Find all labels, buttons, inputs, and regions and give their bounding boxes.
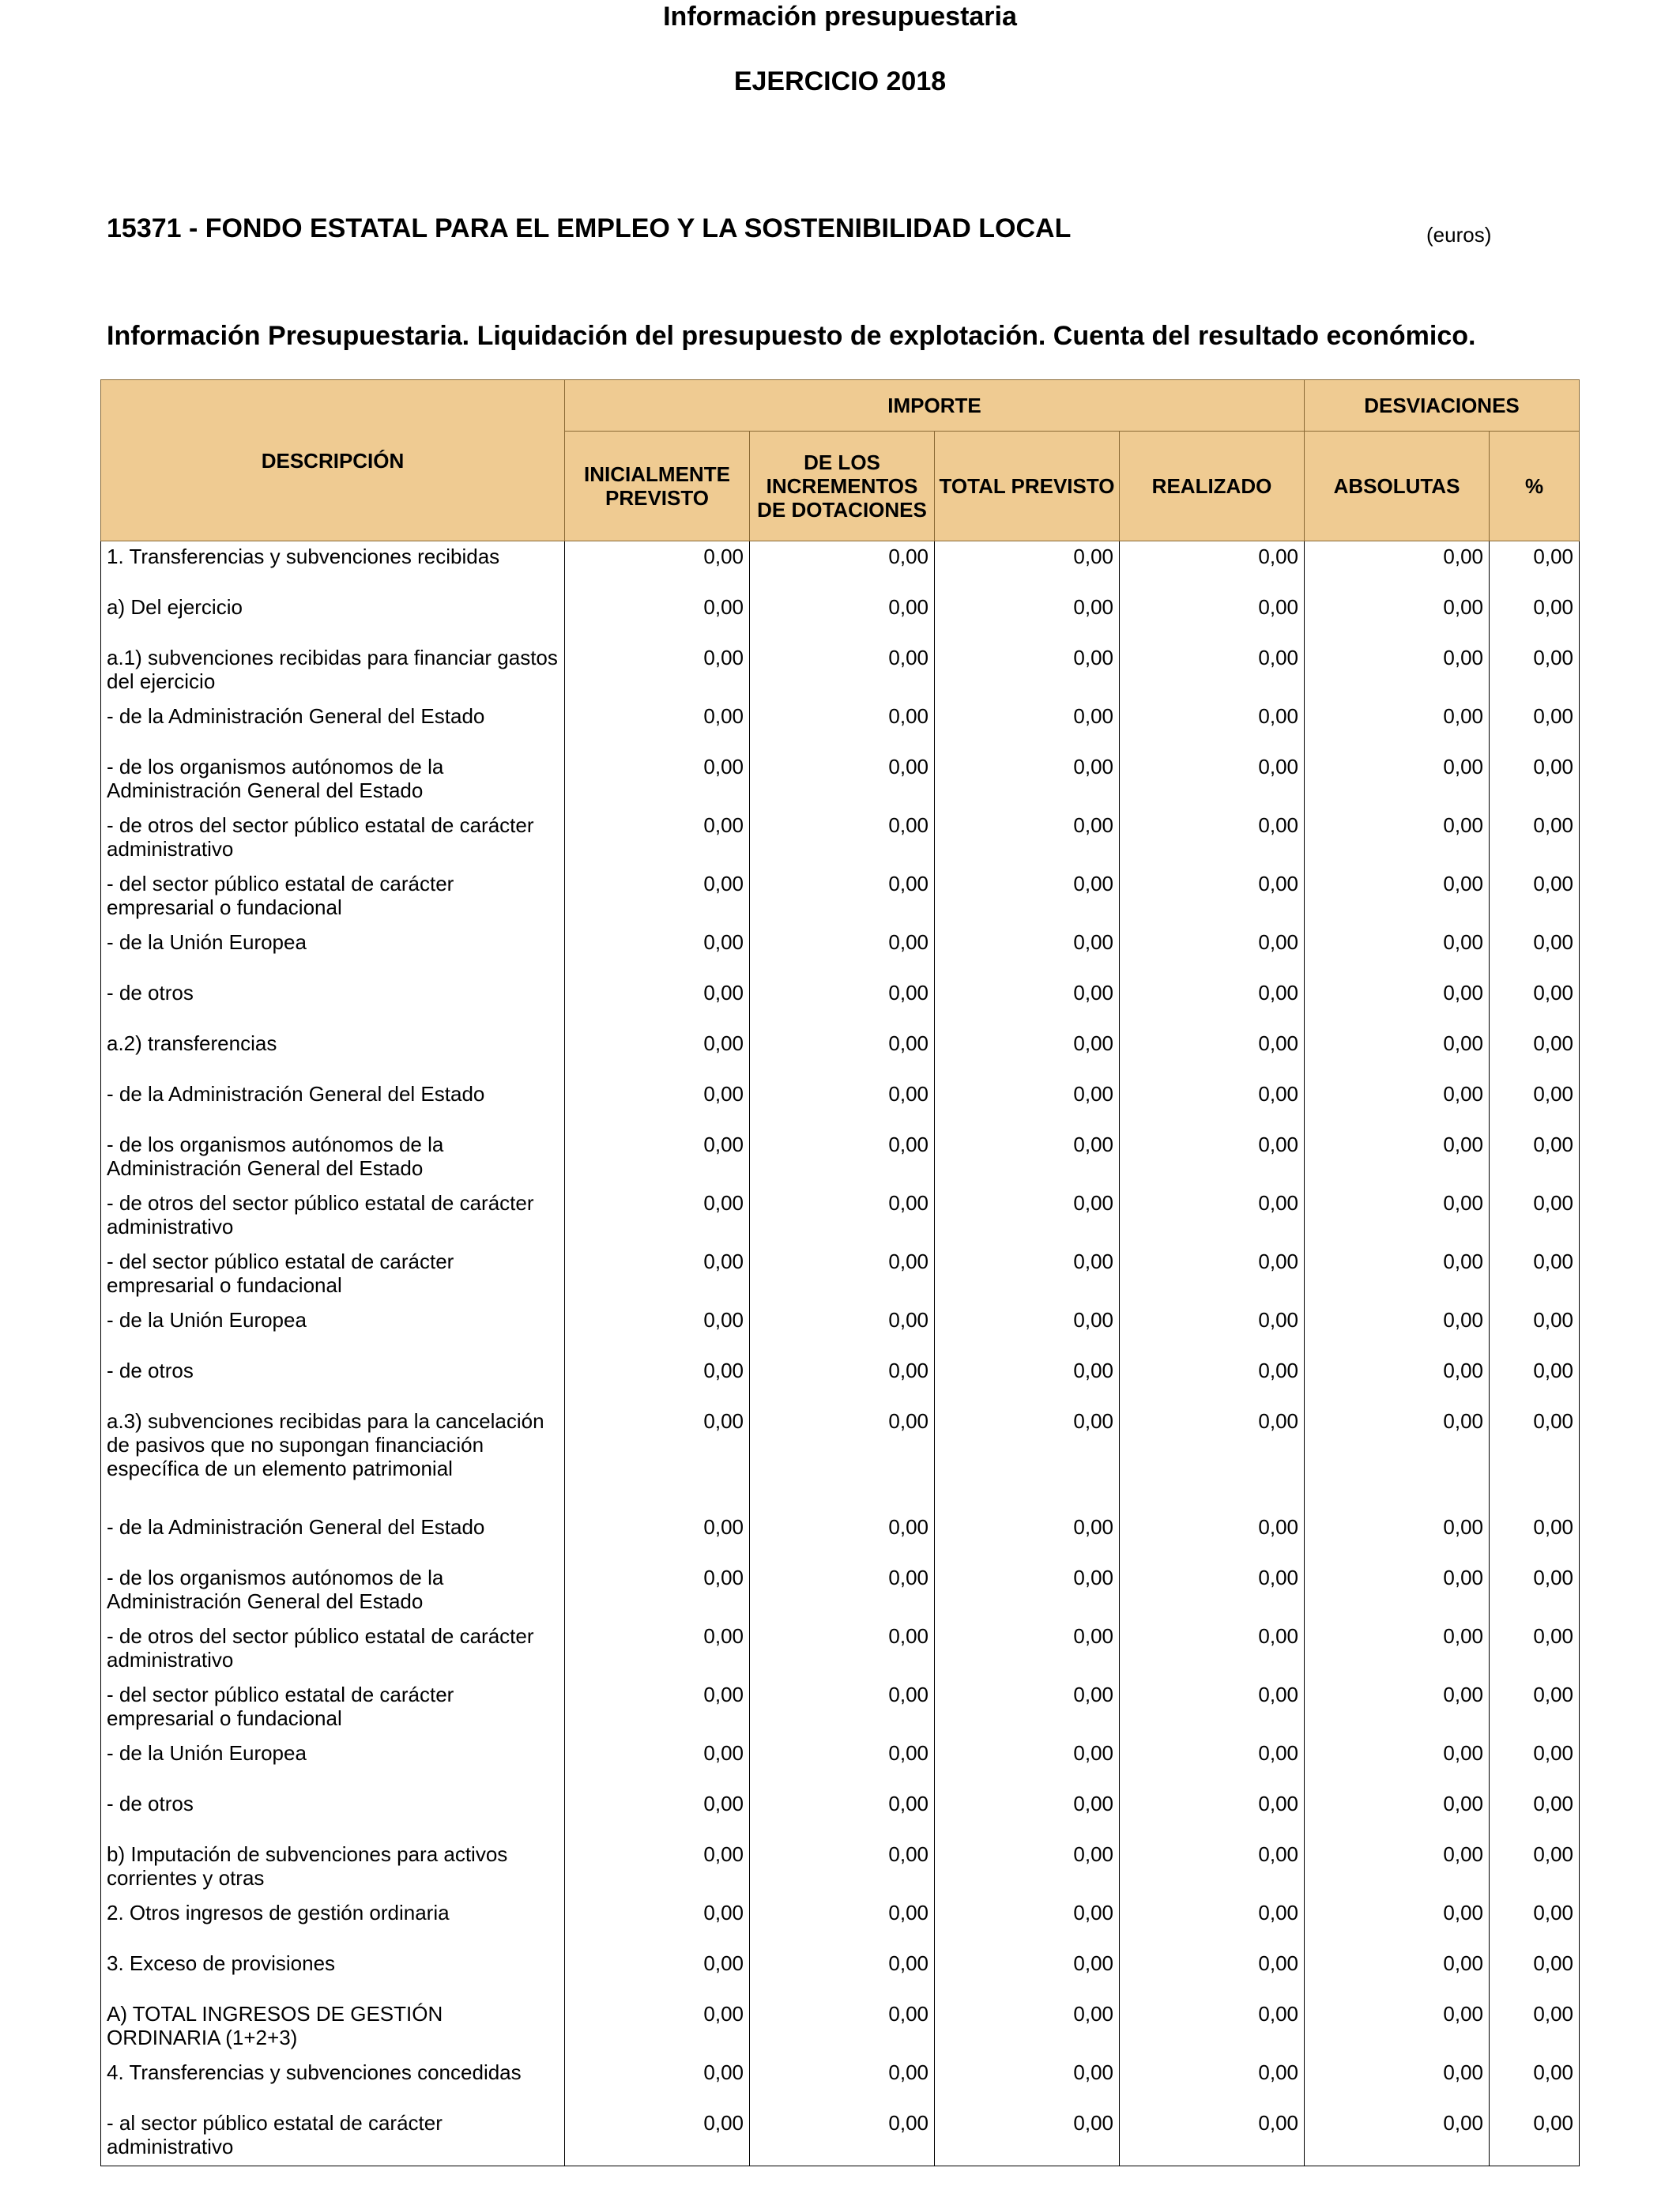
row-description: 1. Transferencias y subvenciones recibidas bbox=[101, 541, 565, 592]
row-value: 0,00 bbox=[1305, 869, 1490, 927]
row-value: 0,00 bbox=[565, 1246, 750, 1305]
row-value: 0,00 bbox=[1120, 1079, 1305, 1129]
row-value: 0,00 bbox=[565, 1679, 750, 1738]
row-value: 0,00 bbox=[1305, 701, 1490, 752]
row-value: 0,00 bbox=[1490, 978, 1580, 1028]
table-row bbox=[101, 592, 1580, 643]
row-value: 0,00 bbox=[750, 541, 935, 592]
row-value: 0,00 bbox=[1490, 1246, 1580, 1305]
row-value: 0,00 bbox=[1305, 1999, 1490, 2057]
row-description: - del sector público estatal de carácter empresarial o fundacional bbox=[101, 869, 565, 927]
row-description: 3. Exceso de provisiones bbox=[101, 1948, 565, 1999]
row-description: - del sector público estatal de carácter empresarial o fundacional bbox=[101, 1246, 565, 1305]
row-value: 0,00 bbox=[1305, 1563, 1490, 1621]
row-value: 0,00 bbox=[1490, 1512, 1580, 1563]
row-value: 0,00 bbox=[750, 869, 935, 927]
row-value: 0,00 bbox=[1490, 701, 1580, 752]
row-value: 0,00 bbox=[1120, 541, 1305, 592]
row-value: 0,00 bbox=[1490, 2108, 1580, 2166]
exercise-title: EJERCICIO 2018 bbox=[733, 66, 947, 96]
row-value: 0,00 bbox=[1120, 1246, 1305, 1305]
row-description: - de la Administración General del Estado bbox=[101, 1512, 565, 1563]
row-value: 0,00 bbox=[750, 1512, 935, 1563]
row-value: 0,00 bbox=[935, 1355, 1120, 1406]
row-value: 0,00 bbox=[1120, 1129, 1305, 1188]
row-description: - de los organismos autónomos de la Administración General del Estado bbox=[101, 1129, 565, 1188]
row-value: 0,00 bbox=[565, 869, 750, 927]
table-row bbox=[101, 541, 1580, 592]
row-value: 0,00 bbox=[1120, 1999, 1305, 2057]
row-value: 0,00 bbox=[565, 810, 750, 869]
group-header-importe: IMPORTE bbox=[565, 380, 1305, 432]
row-value: 0,00 bbox=[935, 2057, 1120, 2108]
row-value: 0,00 bbox=[1490, 752, 1580, 810]
row-value: 0,00 bbox=[1120, 1512, 1305, 1563]
row-value: 0,00 bbox=[1120, 1789, 1305, 1839]
row-value: 0,00 bbox=[1305, 643, 1490, 701]
row-value: 0,00 bbox=[750, 1999, 935, 2057]
col-header-absolutas: ABSOLUTAS bbox=[1305, 432, 1490, 541]
table-row bbox=[101, 1305, 1580, 1355]
table-row bbox=[101, 1563, 1580, 1621]
row-value: 0,00 bbox=[1490, 592, 1580, 643]
row-value: 0,00 bbox=[750, 1406, 935, 1512]
row-value: 0,00 bbox=[1490, 1948, 1580, 1999]
table-row bbox=[101, 1188, 1580, 1246]
table-row bbox=[101, 2057, 1580, 2108]
row-value: 0,00 bbox=[750, 978, 935, 1028]
row-value: 0,00 bbox=[935, 701, 1120, 752]
row-value: 0,00 bbox=[1305, 541, 1490, 592]
row-value: 0,00 bbox=[935, 541, 1120, 592]
row-value: 0,00 bbox=[935, 1621, 1120, 1679]
row-value: 0,00 bbox=[1120, 1188, 1305, 1246]
row-value: 0,00 bbox=[1120, 1621, 1305, 1679]
row-description: 4. Transferencias y subvenciones concedidas bbox=[101, 2057, 565, 2108]
row-value: 0,00 bbox=[565, 1898, 750, 1948]
row-value: 0,00 bbox=[1490, 541, 1580, 592]
row-value: 0,00 bbox=[1490, 1188, 1580, 1246]
row-value: 0,00 bbox=[1490, 1355, 1580, 1406]
row-value: 0,00 bbox=[1120, 752, 1305, 810]
row-value: 0,00 bbox=[1305, 978, 1490, 1028]
row-value: 0,00 bbox=[750, 1246, 935, 1305]
table-row bbox=[101, 1839, 1580, 1898]
row-value: 0,00 bbox=[565, 752, 750, 810]
row-description: A) TOTAL INGRESOS DE GESTIÓN ORDINARIA (1+2+3) bbox=[101, 1999, 565, 2057]
row-value: 0,00 bbox=[1305, 1789, 1490, 1839]
row-value: 0,00 bbox=[565, 701, 750, 752]
table-row bbox=[101, 1679, 1580, 1738]
row-value: 0,00 bbox=[1120, 1948, 1305, 1999]
row-value: 0,00 bbox=[935, 1406, 1120, 1512]
row-value: 0,00 bbox=[565, 1406, 750, 1512]
row-value: 0,00 bbox=[935, 1563, 1120, 1621]
row-value: 0,00 bbox=[1490, 1679, 1580, 1738]
row-value: 0,00 bbox=[565, 1839, 750, 1898]
row-value: 0,00 bbox=[1305, 1839, 1490, 1898]
row-description: a) Del ejercicio bbox=[101, 592, 565, 643]
row-value: 0,00 bbox=[935, 1028, 1120, 1079]
table-row bbox=[101, 1999, 1580, 2057]
row-value: 0,00 bbox=[1120, 1355, 1305, 1406]
row-value: 0,00 bbox=[565, 1188, 750, 1246]
row-description: - de otros bbox=[101, 1355, 565, 1406]
table-row bbox=[101, 1246, 1580, 1305]
row-value: 0,00 bbox=[1490, 1999, 1580, 2057]
row-value: 0,00 bbox=[1490, 1898, 1580, 1948]
row-value: 0,00 bbox=[750, 1129, 935, 1188]
row-value: 0,00 bbox=[750, 1563, 935, 1621]
row-value: 0,00 bbox=[1305, 1188, 1490, 1246]
row-description: - de la Administración General del Estado bbox=[101, 701, 565, 752]
row-value: 0,00 bbox=[935, 592, 1120, 643]
row-value: 0,00 bbox=[750, 1898, 935, 1948]
row-value: 0,00 bbox=[1305, 1129, 1490, 1188]
table-row bbox=[101, 1406, 1580, 1512]
row-value: 0,00 bbox=[1305, 1355, 1490, 1406]
row-value: 0,00 bbox=[1305, 1898, 1490, 1948]
table-row bbox=[101, 1512, 1580, 1563]
row-value: 0,00 bbox=[1490, 1839, 1580, 1898]
row-value: 0,00 bbox=[750, 1679, 935, 1738]
row-value: 0,00 bbox=[565, 1305, 750, 1355]
row-value: 0,00 bbox=[1490, 1563, 1580, 1621]
row-value: 0,00 bbox=[935, 1789, 1120, 1839]
row-value: 0,00 bbox=[1490, 1738, 1580, 1789]
row-value: 0,00 bbox=[1305, 810, 1490, 869]
row-value: 0,00 bbox=[565, 592, 750, 643]
row-description: a.2) transferencias bbox=[101, 1028, 565, 1079]
row-value: 0,00 bbox=[1305, 2108, 1490, 2166]
row-value: 0,00 bbox=[935, 2108, 1120, 2166]
row-value: 0,00 bbox=[750, 1355, 935, 1406]
row-value: 0,00 bbox=[1305, 1621, 1490, 1679]
row-value: 0,00 bbox=[750, 1079, 935, 1129]
row-value: 0,00 bbox=[1120, 643, 1305, 701]
row-description: - de la Unión Europea bbox=[101, 1738, 565, 1789]
table-row bbox=[101, 978, 1580, 1028]
row-value: 0,00 bbox=[565, 1999, 750, 2057]
row-value: 0,00 bbox=[1120, 1839, 1305, 1898]
row-description: b) Imputación de subvenciones para activos corrientes y otras bbox=[101, 1839, 565, 1898]
row-value: 0,00 bbox=[750, 1789, 935, 1839]
row-description: a.3) subvenciones recibidas para la cancelación de pasivos que no supongan financiación específica de un elemento patrimonial bbox=[101, 1406, 565, 1512]
row-value: 0,00 bbox=[935, 927, 1120, 978]
row-value: 0,00 bbox=[1120, 927, 1305, 978]
row-value: 0,00 bbox=[1120, 701, 1305, 752]
row-value: 0,00 bbox=[1490, 643, 1580, 701]
table-row bbox=[101, 1621, 1580, 1679]
row-value: 0,00 bbox=[750, 1028, 935, 1079]
row-value: 0,00 bbox=[750, 752, 935, 810]
row-description: - de otros del sector público estatal de carácter administrativo bbox=[101, 1621, 565, 1679]
row-value: 0,00 bbox=[935, 643, 1120, 701]
row-description: - del sector público estatal de carácter empresarial o fundacional bbox=[101, 1679, 565, 1738]
table-header bbox=[101, 380, 1580, 541]
table-row bbox=[101, 810, 1580, 869]
row-value: 0,00 bbox=[1305, 1948, 1490, 1999]
row-value: 0,00 bbox=[565, 1028, 750, 1079]
row-value: 0,00 bbox=[750, 1948, 935, 1999]
row-value: 0,00 bbox=[565, 1738, 750, 1789]
row-value: 0,00 bbox=[1305, 752, 1490, 810]
row-value: 0,00 bbox=[565, 978, 750, 1028]
row-value: 0,00 bbox=[1305, 1028, 1490, 1079]
table-row bbox=[101, 1738, 1580, 1789]
units-label: (euros) bbox=[1426, 223, 1492, 247]
row-value: 0,00 bbox=[1305, 1305, 1490, 1355]
row-value: 0,00 bbox=[750, 701, 935, 752]
row-value: 0,00 bbox=[1305, 927, 1490, 978]
col-header-descripcion: DESCRIPCIÓN bbox=[101, 380, 565, 541]
row-description: 2. Otros ingresos de gestión ordinaria bbox=[101, 1898, 565, 1948]
table-row bbox=[101, 1948, 1580, 1999]
row-value: 0,00 bbox=[750, 1621, 935, 1679]
row-value: 0,00 bbox=[935, 1305, 1120, 1355]
row-description: - de otros bbox=[101, 978, 565, 1028]
row-value: 0,00 bbox=[935, 978, 1120, 1028]
document-title: Información presupuestaria bbox=[663, 2, 1017, 32]
col-header-realizado: REALIZADO bbox=[1120, 432, 1305, 541]
row-value: 0,00 bbox=[565, 1948, 750, 1999]
row-value: 0,00 bbox=[565, 1079, 750, 1129]
table-row bbox=[101, 927, 1580, 978]
table-row bbox=[101, 2108, 1580, 2166]
col-header-incrementos: DE LOS INCREMENTOS DE DOTACIONES bbox=[750, 432, 935, 541]
row-value: 0,00 bbox=[1490, 1789, 1580, 1839]
table-row bbox=[101, 1789, 1580, 1839]
row-value: 0,00 bbox=[1490, 810, 1580, 869]
row-value: 0,00 bbox=[935, 869, 1120, 927]
table-row bbox=[101, 1129, 1580, 1188]
table-row bbox=[101, 1079, 1580, 1129]
row-value: 0,00 bbox=[750, 2108, 935, 2166]
row-value: 0,00 bbox=[935, 1079, 1120, 1129]
row-value: 0,00 bbox=[1305, 1246, 1490, 1305]
row-value: 0,00 bbox=[1120, 1028, 1305, 1079]
row-value: 0,00 bbox=[935, 1738, 1120, 1789]
row-value: 0,00 bbox=[935, 1512, 1120, 1563]
row-value: 0,00 bbox=[935, 1679, 1120, 1738]
budget-table bbox=[100, 379, 1580, 2166]
row-value: 0,00 bbox=[1490, 1305, 1580, 1355]
col-header-percent: % bbox=[1490, 432, 1580, 541]
row-value: 0,00 bbox=[565, 2057, 750, 2108]
row-value: 0,00 bbox=[1305, 1406, 1490, 1512]
row-value: 0,00 bbox=[935, 810, 1120, 869]
row-description: a.1) subvenciones recibidas para financiar gastos del ejercicio bbox=[101, 643, 565, 701]
row-value: 0,00 bbox=[1490, 2057, 1580, 2108]
row-description: - de otros del sector público estatal de carácter administrativo bbox=[101, 810, 565, 869]
table-row bbox=[101, 1898, 1580, 1948]
table-row bbox=[101, 1028, 1580, 1079]
row-value: 0,00 bbox=[565, 2108, 750, 2166]
table-row bbox=[101, 643, 1580, 701]
row-value: 0,00 bbox=[1120, 978, 1305, 1028]
row-value: 0,00 bbox=[935, 1129, 1120, 1188]
row-value: 0,00 bbox=[565, 1129, 750, 1188]
group-header-desviaciones: DESVIACIONES bbox=[1305, 380, 1580, 432]
table-row bbox=[101, 1355, 1580, 1406]
row-value: 0,00 bbox=[1120, 2108, 1305, 2166]
row-description: - de los organismos autónomos de la Administración General del Estado bbox=[101, 1563, 565, 1621]
row-value: 0,00 bbox=[1120, 1898, 1305, 1948]
row-value: 0,00 bbox=[935, 1948, 1120, 1999]
row-value: 0,00 bbox=[750, 810, 935, 869]
row-description: - de los organismos autónomos de la Administración General del Estado bbox=[101, 752, 565, 810]
row-value: 0,00 bbox=[935, 752, 1120, 810]
row-value: 0,00 bbox=[1305, 1679, 1490, 1738]
row-value: 0,00 bbox=[1490, 1129, 1580, 1188]
row-value: 0,00 bbox=[1120, 869, 1305, 927]
table-row bbox=[101, 869, 1580, 927]
row-description: - de otros del sector público estatal de carácter administrativo bbox=[101, 1188, 565, 1246]
row-value: 0,00 bbox=[1490, 1079, 1580, 1129]
table-row bbox=[101, 701, 1580, 752]
row-description: - de la Unión Europea bbox=[101, 1305, 565, 1355]
row-value: 0,00 bbox=[1120, 1738, 1305, 1789]
row-value: 0,00 bbox=[1490, 927, 1580, 978]
row-value: 0,00 bbox=[1120, 1406, 1305, 1512]
row-value: 0,00 bbox=[935, 1999, 1120, 2057]
row-value: 0,00 bbox=[750, 1188, 935, 1246]
row-value: 0,00 bbox=[565, 1789, 750, 1839]
table-body bbox=[101, 541, 1580, 2166]
row-value: 0,00 bbox=[565, 1355, 750, 1406]
row-value: 0,00 bbox=[1120, 592, 1305, 643]
row-value: 0,00 bbox=[750, 927, 935, 978]
row-value: 0,00 bbox=[935, 1839, 1120, 1898]
row-value: 0,00 bbox=[565, 643, 750, 701]
row-value: 0,00 bbox=[750, 1305, 935, 1355]
row-value: 0,00 bbox=[750, 1839, 935, 1898]
report-subtitle: Información Presupuestaria. Liquidación del presupuesto de explotación. Cuenta del resultado económico. bbox=[107, 321, 1476, 351]
row-value: 0,00 bbox=[565, 927, 750, 978]
row-value: 0,00 bbox=[1305, 592, 1490, 643]
row-value: 0,00 bbox=[565, 541, 750, 592]
row-value: 0,00 bbox=[935, 1188, 1120, 1246]
row-value: 0,00 bbox=[750, 592, 935, 643]
row-value: 0,00 bbox=[1120, 2057, 1305, 2108]
row-value: 0,00 bbox=[1305, 1512, 1490, 1563]
row-value: 0,00 bbox=[1305, 1079, 1490, 1129]
row-value: 0,00 bbox=[565, 1563, 750, 1621]
row-description: - de la Administración General del Estado bbox=[101, 1079, 565, 1129]
row-value: 0,00 bbox=[1120, 1563, 1305, 1621]
col-header-total-previsto: TOTAL PREVISTO bbox=[935, 432, 1120, 541]
row-value: 0,00 bbox=[1120, 1679, 1305, 1738]
row-value: 0,00 bbox=[1120, 810, 1305, 869]
row-value: 0,00 bbox=[1490, 869, 1580, 927]
row-description: - al sector público estatal de carácter administrativo bbox=[101, 2108, 565, 2166]
row-value: 0,00 bbox=[750, 1738, 935, 1789]
row-description: - de la Unión Europea bbox=[101, 927, 565, 978]
row-value: 0,00 bbox=[565, 1512, 750, 1563]
col-header-inicialmente-previsto: INICIALMENTE PREVISTO bbox=[565, 432, 750, 541]
row-value: 0,00 bbox=[935, 1898, 1120, 1948]
row-value: 0,00 bbox=[1120, 1305, 1305, 1355]
table-row bbox=[101, 752, 1580, 810]
entity-heading: 15371 - FONDO ESTATAL PARA EL EMPLEO Y LA SOSTENIBILIDAD LOCAL bbox=[107, 213, 1072, 243]
row-value: 0,00 bbox=[1305, 2057, 1490, 2108]
row-value: 0,00 bbox=[1490, 1621, 1580, 1679]
row-value: 0,00 bbox=[1490, 1028, 1580, 1079]
row-value: 0,00 bbox=[935, 1246, 1120, 1305]
row-value: 0,00 bbox=[565, 1621, 750, 1679]
row-value: 0,00 bbox=[1305, 1738, 1490, 1789]
row-value: 0,00 bbox=[1490, 1406, 1580, 1512]
row-value: 0,00 bbox=[750, 643, 935, 701]
row-value: 0,00 bbox=[750, 2057, 935, 2108]
row-description: - de otros bbox=[101, 1789, 565, 1839]
